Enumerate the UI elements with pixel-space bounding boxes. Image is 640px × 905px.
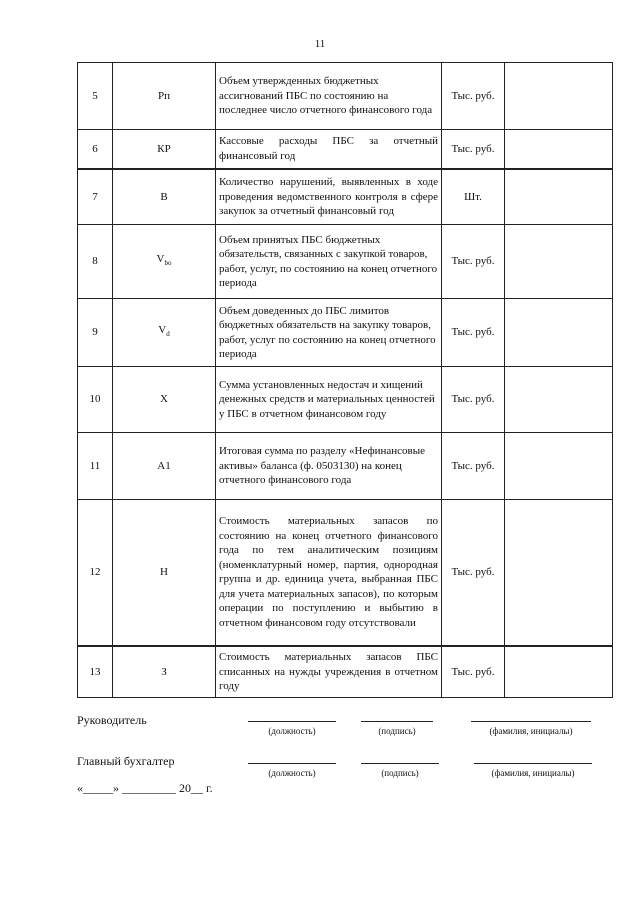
row-code: $V_d$ [113, 299, 216, 367]
row-unit: Тыс. руб. [442, 225, 505, 299]
row-code: КР [113, 130, 216, 169]
row-code: Рп [113, 63, 216, 130]
row-description: Кассовые расходы ПБС за отчетный финансовый год [216, 130, 442, 169]
row-unit: Тыс. руб. [442, 63, 505, 130]
row-code: Х [113, 367, 216, 433]
row-number: 6 [78, 130, 113, 169]
row-value [505, 500, 613, 646]
head-name-line [471, 721, 591, 722]
accountant-name-line [474, 763, 592, 764]
row-code: В [113, 169, 216, 225]
row-number: 8 [78, 225, 113, 299]
row-value [505, 299, 613, 367]
row-description: Сумма установленных недостач и хищений денежных средств и материальных ценностей у ПБС в отчетном финансовом году [216, 367, 442, 433]
date-line: «_____» _________ 20__ г. [77, 781, 213, 795]
accountant-signature-line [361, 763, 439, 764]
row-value [505, 63, 613, 130]
row-value [505, 646, 613, 698]
table-row [78, 299, 613, 367]
table-row [78, 646, 613, 698]
head-position-line [248, 721, 336, 722]
row-description: Количество нарушений, выявленных в ходе проведения ведомственного контроля в сфере закупок за отчетный финансовый год [216, 169, 442, 225]
row-number: 11 [78, 433, 113, 500]
row-description: Стоимость материальных запасов ПБС списанных на нужды учреждения в отчетном году [216, 646, 442, 698]
caption-name: (фамилия, инициалы) [489, 726, 573, 736]
row-description: Объем утвержденных бюджетных ассигнований ПБС по состоянию на последнее число отчетного финансового года [216, 63, 442, 130]
row-number: 7 [78, 169, 113, 225]
caption-position: (должность) [268, 726, 316, 736]
row-value [505, 367, 613, 433]
row-value [505, 433, 613, 500]
head-label: Руководитель [77, 713, 147, 727]
table-row [78, 63, 613, 130]
row-description: Итоговая сумма по разделу «Нефинансовые активы» баланса (ф. 0503130) на конец отчетного финансового года [216, 433, 442, 500]
row-value [505, 169, 613, 225]
row-value [505, 225, 613, 299]
row-description: Объем доведенных до ПБС лимитов бюджетных обязательств на закупку товаров, работ, услуг по состоянию на конец отчетного периода [216, 299, 442, 367]
row-value [505, 130, 613, 169]
row-description: Объем принятых ПБС бюджетных обязательств, связанных с закупкой товаров, работ, услуг, по состоянию на конец отчетного периода [216, 225, 442, 299]
row-number: 10 [78, 367, 113, 433]
row-number: 5 [78, 63, 113, 130]
row-number: 12 [78, 500, 113, 646]
row-number: 9 [78, 299, 113, 367]
accountant-label: Главный бухгалтер [77, 754, 175, 768]
caption-signature: (подпись) [381, 768, 419, 778]
caption-name: (фамилия, инициалы) [491, 768, 575, 778]
row-unit: Тыс. руб. [442, 299, 505, 367]
table-row [78, 433, 613, 500]
row-unit: Тыс. руб. [442, 367, 505, 433]
caption-signature: (подпись) [378, 726, 416, 736]
table-row [78, 500, 613, 646]
row-unit: Тыс. руб. [442, 500, 505, 646]
table-row [78, 225, 613, 299]
row-code: З [113, 646, 216, 698]
row-unit: Тыс. руб. [442, 433, 505, 500]
row-code: $V_{bo}$ [113, 225, 216, 299]
row-unit: Тыс. руб. [442, 130, 505, 169]
row-unit: Тыс. руб. [442, 646, 505, 698]
table-row [78, 130, 613, 169]
row-description: Стоимость материальных запасов по состоянию на конец отчетного финансового года по тем аналитическим позициям (номенклатурный номер, партия, однородная группа и др. единица учета, выбранная ПБС для учета материальных запасов), по которым операции по поступлению и выбытию в отчетном финансовом году отсутствовали [216, 500, 442, 646]
head-signature-line [361, 721, 433, 722]
row-unit: Шт. [442, 169, 505, 225]
table-row [78, 367, 613, 433]
table-row [78, 169, 613, 225]
row-code: Н [113, 500, 216, 646]
accountant-position-line [248, 763, 336, 764]
row-number: 13 [78, 646, 113, 698]
row-code: А1 [113, 433, 216, 500]
indicator-table [77, 62, 613, 698]
page-number: 11 [314, 38, 326, 50]
caption-position: (должность) [268, 768, 316, 778]
